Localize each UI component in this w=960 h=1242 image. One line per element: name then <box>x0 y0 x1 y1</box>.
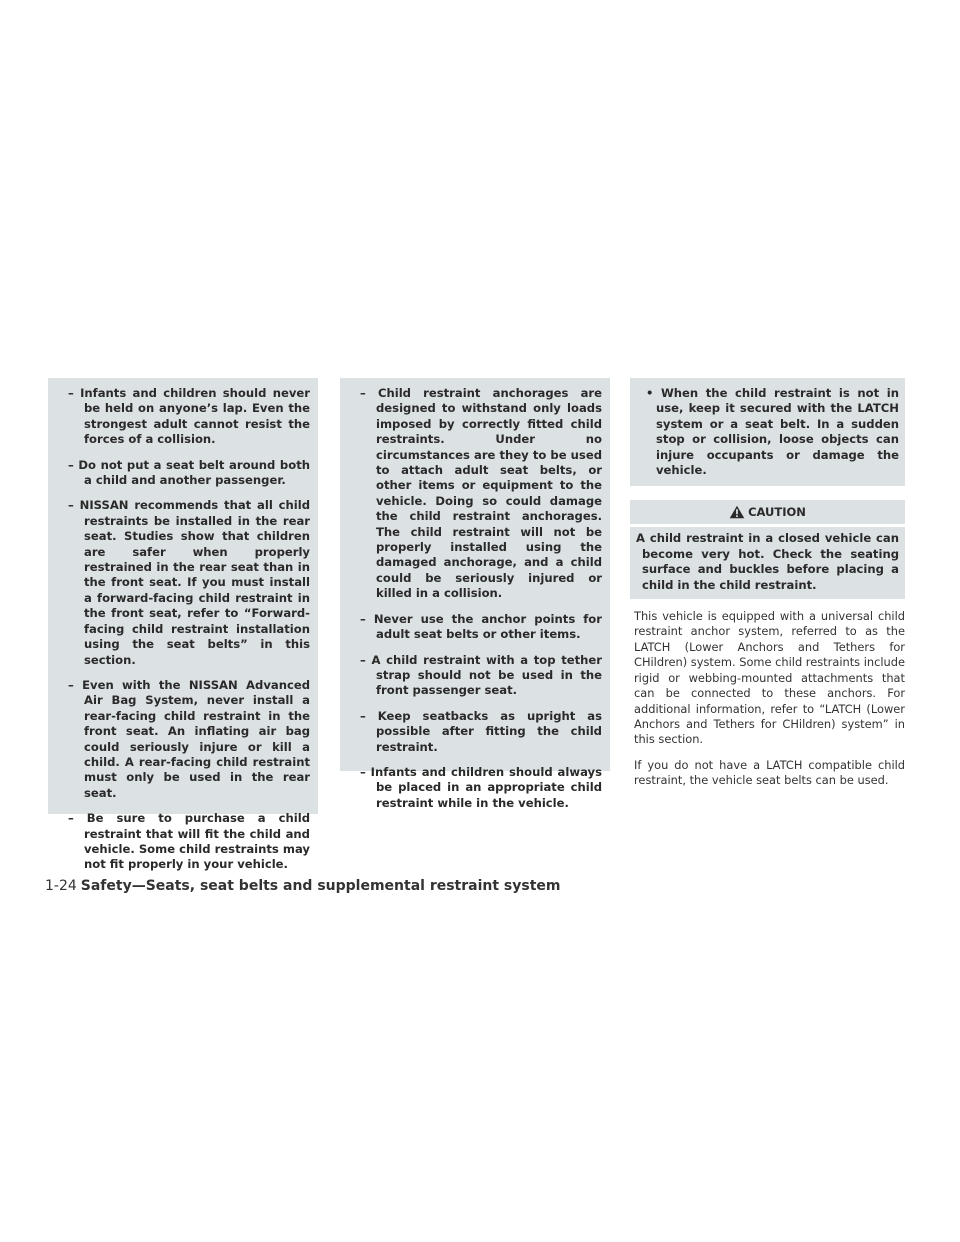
page-number: 1-24 <box>45 878 77 894</box>
caution-label: CAUTION <box>748 505 806 520</box>
warning-item: – Infants and children should never be held on anyone’s lap. Even the strongest adult cannot resist the forces of a collision. <box>68 386 310 447</box>
warning-triangle-icon <box>729 505 745 519</box>
warning-box-left <box>48 378 318 872</box>
warning-item: – Keep seatbacks as upright as possible after fitting the child restraint. <box>360 708 602 754</box>
warning-item: – NISSAN recommends that all child restraints be installed in the rear seat. Studies show that children are safer when properly restrained in the rear seat than in the front seat. If you must install a forward-facing child restraint in the front seat, refer to “Forward-facing child restraint installation using the seat belts” in this section. <box>68 498 310 667</box>
warning-item: – Never use the anchor points for adult seat belts or other items. <box>360 611 602 642</box>
warning-box-middle <box>340 378 610 810</box>
page-footer <box>45 878 561 894</box>
seat-belt-note: If you do not have a LATCH compatible child restraint, the vehicle seat belts can be used. <box>634 757 905 788</box>
caution-header <box>630 500 905 524</box>
latch-description: This vehicle is equipped with a universal child restraint anchor system, referred to as the LATCH (Lower Anchors and Tethers for CHildren) system. Some child restraints include rigid or webbing-mounted attachments that can be connected to these anchors. For additional information, refer to “LATCH (Lower Anchors and Tethers for CHildren) system” in this section. <box>634 609 905 747</box>
warning-item: – Even with the NISSAN Advanced Air Bag System, never install a rear-facing child restraint in the front seat. An inflating air bag could seriously injure or kill a child. A rear-facing child restraint must only be used in the rear seat. <box>68 677 310 800</box>
caution-text: A child restraint in a closed vehicle can become very hot. Check the seating surface and buckles before placing a child in the child restraint. <box>630 527 905 599</box>
warning-item: – Child restraint anchorages are designed to withstand only loads imposed by correctly fitted child restraints. Under no circumstances are they to be used to attach adult seat belts, or other items or equipment to the vehicle. Doing so could damage the child restraint anchorages. The child restraint will not be properly installed using the damaged anchorage, and a child could be seriously injured or killed in a collision. <box>360 386 602 601</box>
right-column <box>630 378 905 789</box>
warning-bullet: • When the child restraint is not in use, keep it secured with the LATCH system or a seat belt. In a sudden stop or collision, loose objects can injure occupants or damage the vehicle. <box>646 386 899 478</box>
warning-item: – Do not put a seat belt around both a child and another passenger. <box>68 457 310 488</box>
section-title: Safety—Seats, seat belts and supplemental restraint system <box>80 878 561 894</box>
warning-item: – Be sure to purchase a child restraint that will fit the child and vehicle. Some child restraints may not fit properly in your vehicle. <box>68 811 310 872</box>
warning-item: – Infants and children should always be placed in an appropriate child restraint while in the vehicle. <box>360 764 602 810</box>
warning-box-right <box>630 378 905 486</box>
warning-item: – A child restraint with a top tether strap should not be used in the front passenger seat. <box>360 652 602 698</box>
